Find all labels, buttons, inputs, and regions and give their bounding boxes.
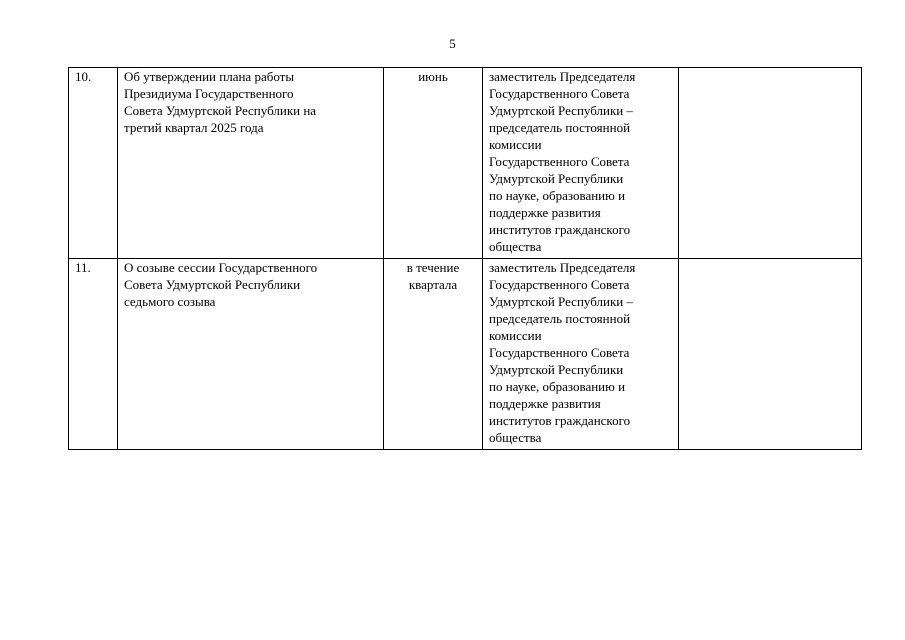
agenda-item-responsible: заместитель Председателя Государственного Совета Удмуртской Республики – председатель постоянной комиссии Государственного Совета Удмуртской Республики по науке, образованию и поддержке развития институтов гражданского общества <box>483 68 679 259</box>
agenda-item-term: июнь <box>384 68 483 259</box>
agenda-item-responsible: заместитель Председателя Государственного Совета Удмуртской Республики – председатель постоянной комиссии Государственного Совета Удмуртской Республики по науке, образованию и поддержке развития институтов гражданского общества <box>483 259 679 450</box>
agenda-item-note <box>679 259 862 450</box>
agenda-item-term: в течение квартала <box>384 259 483 450</box>
table-row <box>69 259 862 450</box>
agenda-item-title: О созыве сессии Государственного Совета Удмуртской Республики седьмого созыва <box>118 259 384 450</box>
agenda-item-title: Об утверждении плана работы Президиума Государственного Совета Удмуртской Республики на третий квартал 2025 года <box>118 68 384 259</box>
agenda-table <box>68 67 862 450</box>
agenda-item-note <box>679 68 862 259</box>
table-row <box>69 68 862 259</box>
row-number: 10. <box>69 68 118 259</box>
page-number: 5 <box>449 36 456 51</box>
row-number: 11. <box>69 259 118 450</box>
